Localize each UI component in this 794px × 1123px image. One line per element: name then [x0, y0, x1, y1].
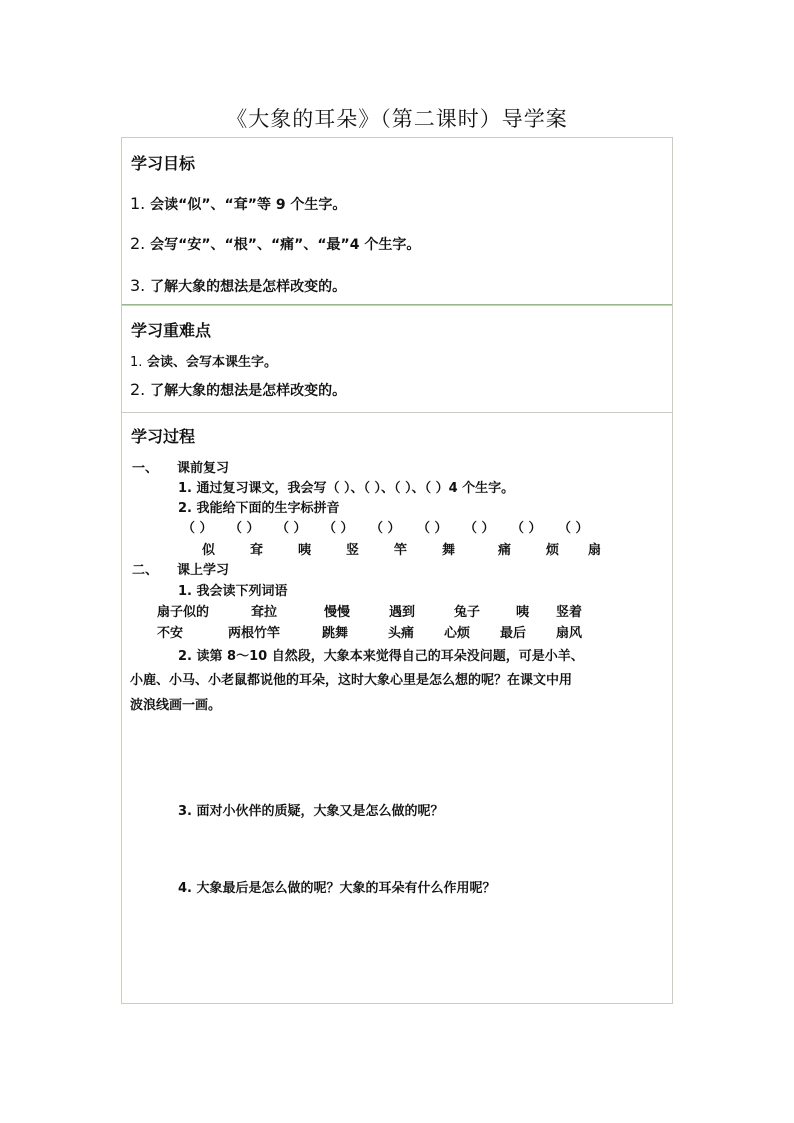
character: 扇	[588, 543, 602, 558]
goal-text: 了解大象的想法是怎样改变的。	[150, 279, 347, 295]
part2-step2-line1: 2. 读第 8～10 自然段，大象本来觉得自己的耳朵没问题，可是小羊、	[178, 649, 584, 664]
part2-title: 课上学习	[177, 563, 230, 578]
part2-step2-line3: 波浪线画一画。	[130, 698, 222, 713]
pinyin-bracket: （ ）	[417, 521, 448, 536]
character: 竖	[346, 543, 360, 558]
key-point-text: 会读、会写本课生字。	[146, 355, 277, 370]
word: 兔子	[454, 605, 481, 620]
goal-number: 1.	[130, 194, 146, 213]
question-4: 4. 大象最后是怎么做的呢？大象的耳朵有什么作用呢？	[178, 881, 496, 896]
process-section	[121, 412, 673, 1004]
goal-number: 2.	[130, 234, 146, 253]
pinyin-bracket: （ ）	[323, 521, 354, 536]
pinyin-bracket: （ ）	[276, 521, 307, 536]
part1-step1: 1. 通过复习课文，我会写（ ）、（ ）、（ ）、（ ）4 个生字。	[178, 481, 515, 496]
key-point-number: 1.	[130, 355, 143, 370]
word: 不安	[157, 626, 184, 641]
words-row-1	[122, 601, 672, 619]
word: 耷拉	[251, 605, 278, 620]
word: 心烦	[444, 626, 471, 641]
pinyin-bracket: （ ）	[370, 521, 401, 536]
character: 似	[202, 543, 216, 558]
key-points-heading: 学习重难点	[131, 321, 212, 340]
word: 头痛	[388, 626, 415, 641]
pinyin-bracket: （ ）	[229, 521, 260, 536]
key-point-item	[130, 380, 346, 400]
character: 烦	[546, 543, 560, 558]
word: 跳舞	[322, 626, 349, 641]
character: 舞	[442, 543, 456, 558]
key-point-text: 了解大象的想法是怎样改变的。	[150, 383, 347, 399]
goal-text: 会读“似”、“耷”等 9 个生字。	[150, 197, 347, 213]
part2-step2-line2: 小鹿、小马、小老鼠都说他的耳朵，这时大象心里是怎么想的呢？在课文中用	[130, 673, 573, 688]
pinyin-bracket: （ ）	[558, 521, 589, 536]
goal-item	[130, 194, 346, 214]
word: 咦	[516, 605, 530, 620]
goal-item	[130, 276, 346, 296]
key-points-section	[121, 305, 673, 413]
word: 扇风	[556, 626, 583, 641]
pinyin-brackets-row	[122, 517, 672, 535]
word: 扇子似的	[157, 605, 210, 620]
pinyin-bracket: （ ）	[464, 521, 495, 536]
pinyin-bracket: （ ）	[511, 521, 542, 536]
word: 慢慢	[324, 605, 351, 620]
part2-number: 二、	[132, 563, 159, 578]
goal-text: 会写“安”、“根”、“痛”、“最”4 个生字。	[150, 237, 421, 253]
character: 耷	[250, 543, 264, 558]
goal-item	[130, 234, 420, 254]
key-point-item	[130, 351, 277, 370]
character: 痛	[498, 543, 512, 558]
characters-row	[122, 539, 672, 557]
part2-step1: 1. 我会读下列词语	[178, 584, 288, 599]
words-row-2	[122, 622, 672, 640]
word: 最后	[500, 626, 527, 641]
page-title: 《大象的耳朵》（第二课时）导学案	[226, 107, 568, 131]
word: 遇到	[389, 605, 416, 620]
character: 竿	[394, 543, 408, 558]
goals-section	[121, 137, 673, 306]
part1-number: 一、	[132, 461, 159, 476]
part1-title: 课前复习	[177, 461, 230, 476]
part1-step2: 2. 我能给下面的生字标拼音	[178, 501, 340, 516]
word: 两根竹竿	[228, 626, 281, 641]
word: 竖着	[556, 605, 583, 620]
goal-number: 3.	[130, 276, 146, 295]
key-point-number: 2.	[130, 380, 146, 399]
pinyin-bracket: （ ）	[182, 521, 213, 536]
process-heading: 学习过程	[131, 427, 196, 446]
question-3: 3. 面对小伙伴的质疑，大象又是怎么做的呢？	[178, 804, 444, 819]
goals-heading: 学习目标	[131, 154, 196, 173]
character: 咦	[298, 543, 312, 558]
